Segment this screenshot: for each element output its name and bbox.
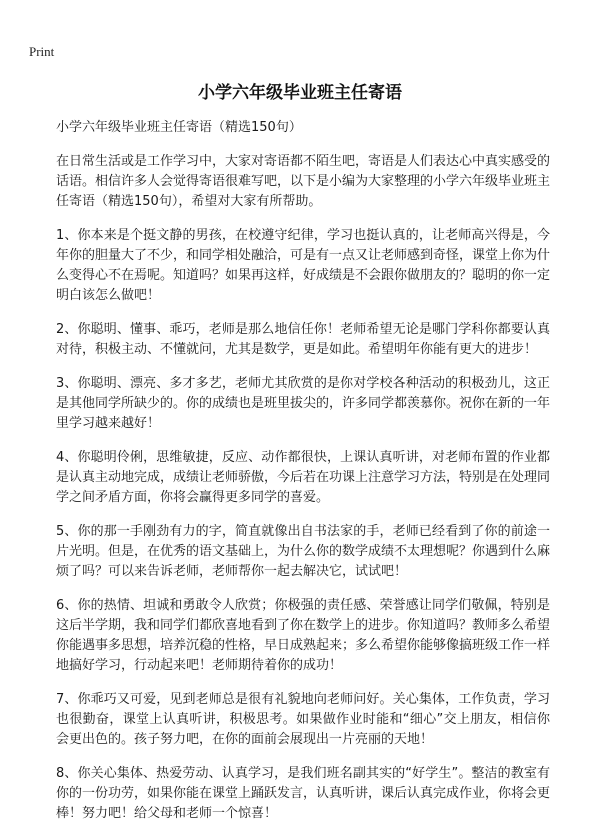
list-item: 4、你聪明伶俐，思维敏捷，反应、动作都很快，上课认真听讲，对老师布置的作业都是认真主动地完成，成绩让老师骄傲，今后若在功课上注意学习方法，特别是在处理同学之间矛盾方面，你将会赢得更多同学的喜爱。 xyxy=(56,450,551,505)
list-item: 3、你聪明、漂亮、多才多艺，老师尤其欣赏的是你对学校各种活动的积极劲儿，这正是其他同学所缺少的。你的成绩也是班里拔尖的，许多同学都羡慕你。祝你在新的一年里学习越来越好！ xyxy=(56,376,551,431)
list-item: 8、你关心集体、热爱劳动、认真学习，是我们班名副其实的“好学生”。整洁的教室有你的一份功劳，如果你能在课堂上踊跃发言，认真听讲，课后认真完成作业，你将会更棒！努力吧！给父母和老师一个惊喜！ xyxy=(56,766,551,821)
intro-paragraph: 在日常生活或是工作学习中，大家对寄语都不陌生吧，寄语是人们表达心中真实感受的话语。相信许多人会觉得寄语很难写吧，以下是小编为大家整理的小学六年级毕业班主任寄语（精选150句），希望对大家有所帮助。 xyxy=(56,154,551,209)
list-item: 5、你的那一手刚劲有力的字，简直就像出自书法家的手，老师已经看到了你的前途一片光明。但是，在优秀的语文基础上，为什么你的数学成绩不太理想呢？你遇到什么麻烦了吗？可以来告诉老师，老师帮你一起去解决它，试试吧！ xyxy=(56,524,551,579)
list-item: 1、你本来是个挺文静的男孩，在校遵守纪律，学习也挺认真的，让老师高兴得是，今年你的胆量大了不少，和同学相处融洽，可是有一点又让老师感到奇怪，课堂上你为什么变得心不在焉呢。知道吗？如果再这样，好成绩是不会跟你做朋友的？聪明的你一定明白该怎么做吧！ xyxy=(56,228,551,303)
list-item: 2、你聪明、懂事、乖巧，老师是那么地信任你！老师希望无论是哪门学科你都要认真对待，积极主动、不懂就问，尤其是数学，更是如此。希望明年你能有更大的进步！ xyxy=(56,322,550,357)
print-link[interactable]: Print xyxy=(29,44,55,59)
page-title: 小学六年级毕业班主任寄语 xyxy=(198,83,402,103)
list-item: 6、你的热情、坦诚和勇敢令人欣赏；你极强的责任感、荣誉感让同学们敬佩，特别是这后半学期，我和同学们都欣喜地看到了你在数学上的进步。你知道吗？教师多么希望你能遇事多思想，培养沉稳的性格，早日成熟起来；多么希望你能够像搞班级工作一样地搞好学习，行动起来吧！老师期待着你的成功！ xyxy=(56,598,551,673)
article-subtitle: 小学六年级毕业班主任寄语（精选150句） xyxy=(56,120,302,135)
article-body xyxy=(56,118,550,838)
list-item: 7、你乖巧又可爱，见到老师总是很有礼貌地向老师问好。关心集体，工作负责，学习也很勤奋，课堂上认真听讲，积极思考。如果做作业时能和“细心”交上朋友，相信你会更出色的。孩子努力吧，在你的面前会展现出一片亮丽的天地！ xyxy=(56,692,550,747)
